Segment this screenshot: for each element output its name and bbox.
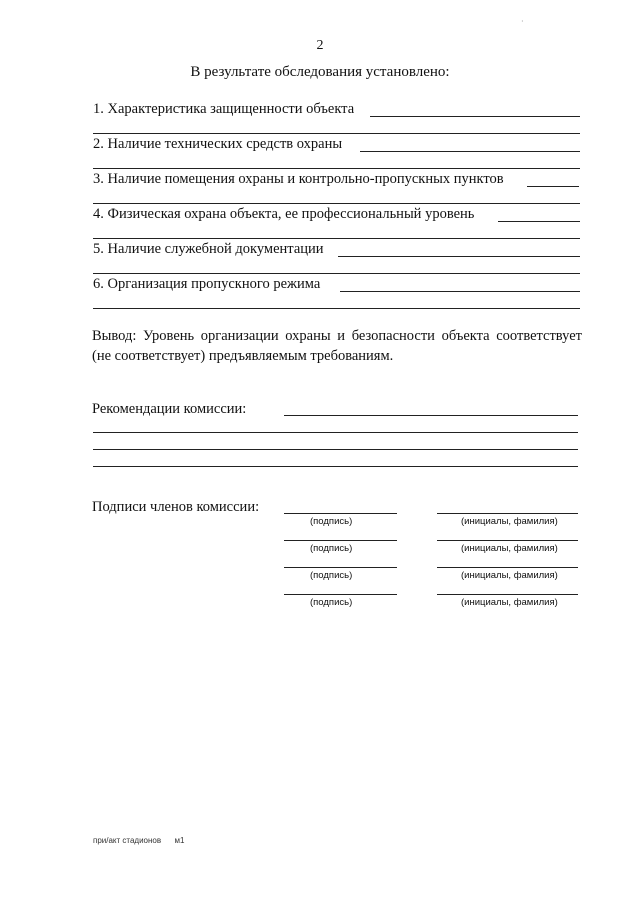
item-4-label: 4. Физическая охрана объекта, ее профессиональный уровень bbox=[93, 206, 475, 222]
item-3-fill-line-2 bbox=[93, 203, 580, 204]
signature-caption-2: (подпись) bbox=[310, 543, 353, 554]
conclusion-text: Вывод: Уровень организации охраны и безопасности объекта соответствует (не соответствует) предъявляемым требованиям. bbox=[92, 328, 582, 364]
item-2-fill-line-2 bbox=[93, 168, 580, 169]
name-caption-4: (инициалы, фамилия) bbox=[461, 597, 558, 608]
item-6-label: 6. Организация пропускного режима bbox=[93, 276, 321, 292]
signatures-label: Подписи членов комиссии: bbox=[92, 499, 260, 515]
item-5-fill-line-2 bbox=[93, 273, 580, 274]
item-6-fill-line bbox=[340, 291, 580, 292]
signature-caption-4: (подпись) bbox=[310, 597, 353, 608]
item-5-fill-line bbox=[338, 256, 580, 257]
item-6-fill-line-2 bbox=[93, 308, 580, 309]
item-1-label: 1. Характеристика защищенности объекта bbox=[93, 101, 355, 117]
recommendations-label: Рекомендации комиссии: bbox=[92, 401, 247, 417]
signature-caption-3: (подпись) bbox=[310, 570, 353, 581]
item-3-fill-line bbox=[527, 186, 579, 187]
recommendations-line-4 bbox=[93, 466, 578, 467]
item-2-label: 2. Наличие технических средств охраны bbox=[93, 136, 343, 152]
name-caption-3: (инициалы, фамилия) bbox=[461, 570, 558, 581]
item-1-fill-line bbox=[370, 116, 580, 117]
item-4-fill-line-2 bbox=[93, 238, 580, 239]
recommendations-line-3 bbox=[93, 449, 578, 450]
recommendations-line-2 bbox=[93, 432, 578, 433]
signature-line-4 bbox=[284, 594, 397, 595]
recommendations-line-1 bbox=[284, 415, 578, 416]
name-line-3 bbox=[437, 567, 578, 568]
signature-line-1 bbox=[284, 513, 397, 514]
footer-text: при/акт стадионов м1 bbox=[93, 836, 185, 845]
item-2-fill-line bbox=[360, 151, 580, 152]
signature-caption-1: (подпись) bbox=[310, 516, 353, 527]
page-number: 2 bbox=[316, 38, 324, 53]
name-caption-2: (инициалы, фамилия) bbox=[461, 543, 558, 554]
corner-mark: · bbox=[521, 17, 524, 26]
item-3-label: 3. Наличие помещения охраны и контрольно-пропускных пунктов bbox=[93, 171, 504, 187]
name-line-4 bbox=[437, 594, 578, 595]
name-line-2 bbox=[437, 540, 578, 541]
page-title: В результате обследования установлено: bbox=[190, 64, 450, 80]
signature-line-3 bbox=[284, 567, 397, 568]
name-line-1 bbox=[437, 513, 578, 514]
signature-line-2 bbox=[284, 540, 397, 541]
name-caption-1: (инициалы, фамилия) bbox=[461, 516, 558, 527]
item-4-fill-line bbox=[498, 221, 580, 222]
item-1-fill-line-2 bbox=[93, 133, 580, 134]
item-5-label: 5. Наличие служебной документации bbox=[93, 241, 324, 257]
